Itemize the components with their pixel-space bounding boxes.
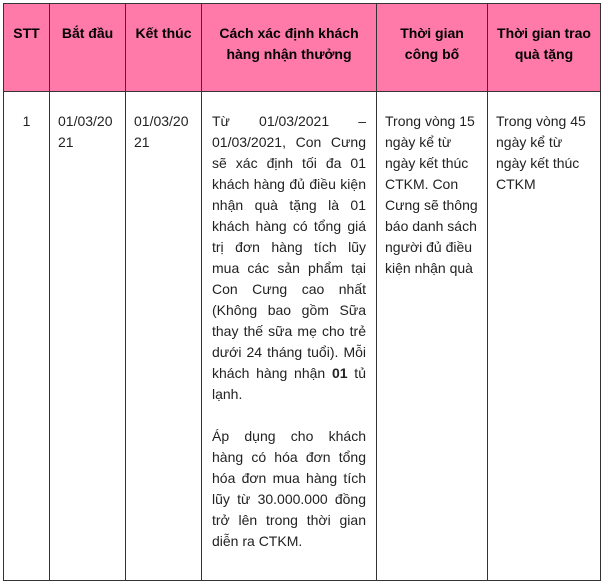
cell-stt: 1 (4, 92, 50, 581)
cell-start-date: 01/03/2021 (50, 92, 126, 581)
cell-end-date: 01/03/2021 (126, 92, 202, 581)
header-method: Cách xác định khách hàng nhận thưởng (202, 4, 377, 92)
method-paragraph-2: Áp dụng cho khách hàng có hóa đơn tổng hóa đơn mua hàng tích lũy từ 30.000.000 đồng trở lên trong thời gian diễn ra CTKM. (212, 428, 366, 549)
cell-gift-time: Trong vòng 45 ngày kể từ ngày kết thúc CTKM (488, 92, 601, 581)
cell-method (202, 92, 377, 581)
header-stt: STT (4, 4, 50, 92)
promotion-table (3, 3, 601, 581)
header-announce: Thời gian công bố (377, 4, 488, 92)
table-row (4, 92, 601, 581)
method-gift-quantity: 01 (331, 365, 348, 381)
cell-announce: Trong vòng 15 ngày kể từ ngày kết thúc CTKM. Con Cưng sẽ thông báo danh sách người đủ điều kiện nhận quà (377, 92, 488, 581)
header-gift-time: Thời gian trao quà tặng (488, 4, 601, 92)
table-header-row (4, 4, 601, 92)
header-start: Bắt đầu (50, 4, 126, 92)
method-text-before: Từ 01/03/2021 – 01/03/2021, Con Cưng sẽ xác định tối đa 01 khách hàng đủ điều kiện nhận quà tặng là 01 khách hàng có tổng giá trị đơn hàng tích lũy mua các sản phẩm tại Con Cưng cao nhất (Không bao gồm Sữa thay thế sữa mẹ cho trẻ dưới 24 tháng tuổi). Mỗi khách hàng nhận (212, 113, 366, 381)
method-text-after: tủ lạnh. (212, 365, 366, 402)
header-end: Kết thúc (126, 4, 202, 92)
method-paragraph-1 (212, 111, 366, 405)
